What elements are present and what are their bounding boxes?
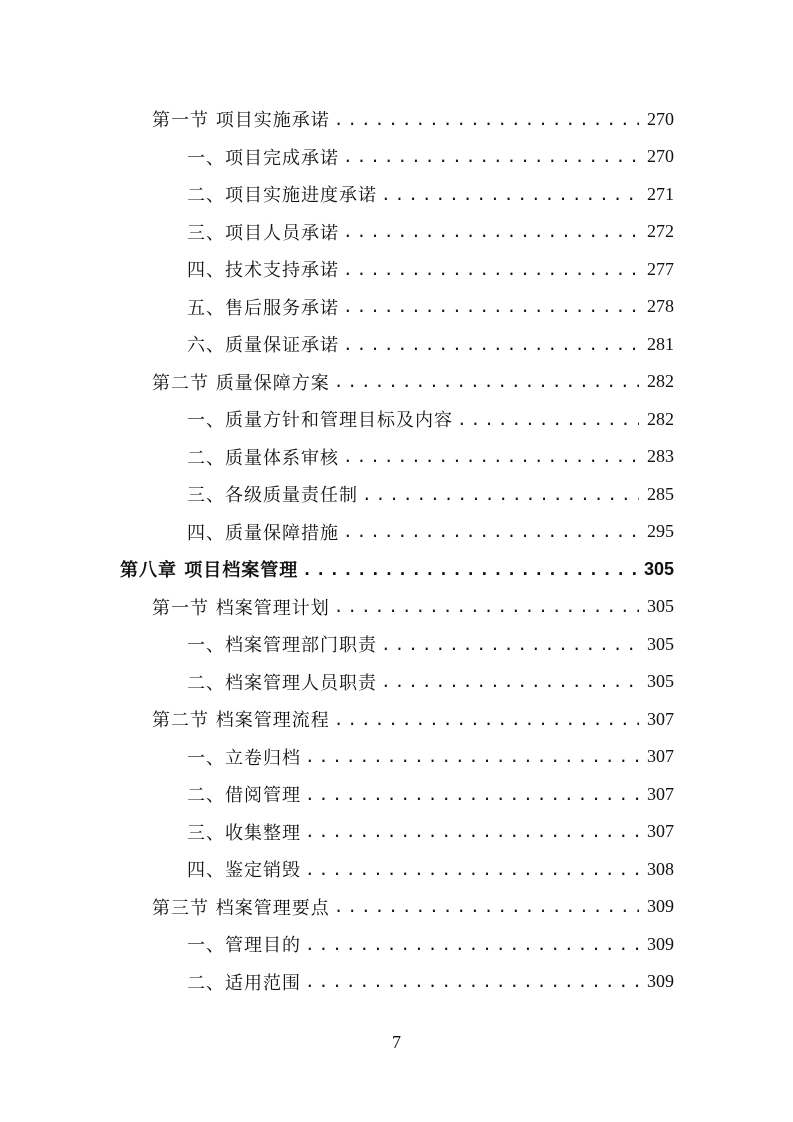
toc-entry[interactable] bbox=[187, 479, 674, 509]
toc-dot-leader bbox=[302, 560, 636, 579]
toc-dot-leader bbox=[334, 597, 639, 616]
toc-entry-title: 四、技术支持承诺 bbox=[187, 260, 339, 281]
toc-entry[interactable] bbox=[187, 779, 674, 809]
toc-entry[interactable] bbox=[187, 217, 674, 247]
toc-dot-leader bbox=[381, 635, 639, 654]
toc-entry-title: 一、项目完成承诺 bbox=[187, 147, 339, 169]
toc-entry[interactable] bbox=[187, 442, 674, 472]
toc-dot-leader bbox=[343, 335, 639, 354]
toc-entry-page: 283 bbox=[647, 446, 674, 466]
toc-dot-leader bbox=[343, 147, 639, 166]
toc-entry[interactable] bbox=[187, 142, 674, 172]
toc-entry-title: 一、管理目的 bbox=[187, 935, 301, 956]
toc-entry-title: 四、质量保障措施 bbox=[187, 522, 339, 544]
toc-dot-leader bbox=[334, 710, 639, 729]
toc-entry-page: 278 bbox=[647, 296, 674, 316]
toc-entry-page: 309 bbox=[647, 971, 674, 991]
toc-dot-leader bbox=[381, 185, 639, 204]
toc-entry[interactable] bbox=[152, 892, 674, 922]
toc-dot-leader bbox=[362, 485, 639, 504]
toc-entry-title: 第一节 档案管理计划 bbox=[152, 597, 330, 619]
toc-entry-page: 281 bbox=[647, 333, 674, 354]
toc-entry-page: 307 bbox=[647, 708, 674, 729]
toc-entry-title: 三、各级质量责任制 bbox=[187, 485, 358, 506]
toc-entry-page: 270 bbox=[647, 108, 674, 129]
toc-dot-leader bbox=[343, 447, 639, 466]
toc-entry-title: 第八章 项目档案管理 bbox=[120, 560, 299, 581]
toc-entry-title: 三、收集整理 bbox=[187, 822, 301, 844]
toc-entry[interactable] bbox=[187, 254, 674, 284]
toc-dot-leader bbox=[305, 785, 639, 804]
toc-entry[interactable] bbox=[187, 967, 674, 997]
toc-dot-leader bbox=[305, 972, 639, 991]
toc-entry-title: 一、质量方针和管理目标及内容 bbox=[187, 410, 453, 431]
toc-entry-page: 305 bbox=[643, 558, 674, 579]
toc-entry-page: 270 bbox=[647, 146, 674, 166]
toc-entry-page: 307 bbox=[647, 783, 674, 804]
toc-dot-leader bbox=[343, 297, 639, 316]
toc-entry-title: 五、售后服务承诺 bbox=[187, 297, 339, 319]
toc-entry-page: 305 bbox=[647, 633, 674, 654]
toc-entry-page: 309 bbox=[647, 933, 674, 954]
toc-entry-title: 三、项目人员承诺 bbox=[187, 222, 339, 244]
toc-entry-title: 四、鉴定销毁 bbox=[187, 860, 301, 881]
toc-dot-leader bbox=[305, 935, 639, 954]
toc-entry[interactable] bbox=[152, 704, 674, 734]
toc-entry[interactable] bbox=[187, 817, 674, 847]
toc-entry-page: 295 bbox=[647, 521, 674, 541]
toc-entry-title: 第一节 项目实施承诺 bbox=[152, 110, 330, 131]
toc-entry-page: 282 bbox=[647, 371, 674, 391]
toc-dot-leader bbox=[343, 260, 639, 279]
toc-entry[interactable] bbox=[187, 329, 674, 359]
toc-entry-page: 285 bbox=[647, 483, 674, 504]
toc-dot-leader bbox=[343, 522, 639, 541]
toc-entry-title: 一、档案管理部门职责 bbox=[187, 635, 377, 656]
toc-dot-leader bbox=[334, 897, 639, 916]
toc-entry[interactable] bbox=[152, 104, 674, 134]
toc-entry-title: 第二节 质量保障方案 bbox=[152, 372, 330, 394]
toc-entry[interactable] bbox=[187, 404, 674, 434]
toc-entry-title: 二、档案管理人员职责 bbox=[187, 672, 377, 694]
toc-entry[interactable] bbox=[187, 929, 674, 959]
toc-entry-title: 二、项目实施进度承诺 bbox=[187, 185, 377, 206]
toc-dot-leader bbox=[334, 110, 639, 129]
toc-entry-title: 第二节 档案管理流程 bbox=[152, 710, 330, 731]
toc-entry-title: 二、借阅管理 bbox=[187, 785, 301, 806]
toc-entry-title: 六、质量保证承诺 bbox=[187, 335, 339, 356]
toc-entry[interactable] bbox=[187, 854, 674, 884]
toc-entry-page: 307 bbox=[647, 821, 674, 841]
toc-dot-leader bbox=[343, 222, 639, 241]
toc-dot-leader bbox=[305, 747, 639, 766]
toc-entry[interactable] bbox=[187, 179, 674, 209]
toc-entry[interactable] bbox=[187, 742, 674, 772]
toc-dot-leader bbox=[334, 372, 639, 391]
toc-entry-title: 二、适用范围 bbox=[187, 972, 301, 994]
toc-entry-page: 309 bbox=[647, 896, 674, 916]
toc-entry-page: 307 bbox=[647, 746, 674, 766]
page-number: 7 bbox=[392, 1032, 401, 1052]
toc-dot-leader bbox=[305, 860, 639, 879]
toc-dot-leader bbox=[457, 410, 639, 429]
toc-entry-title: 二、质量体系审核 bbox=[187, 447, 339, 469]
toc-entry-page: 277 bbox=[647, 258, 674, 279]
toc-entry-title: 第三节 档案管理要点 bbox=[152, 897, 330, 919]
toc-entry[interactable] bbox=[152, 367, 674, 397]
toc-dot-leader bbox=[381, 672, 639, 691]
toc-entry[interactable] bbox=[187, 292, 674, 322]
toc-entry[interactable] bbox=[120, 554, 674, 584]
toc-entry[interactable] bbox=[187, 667, 674, 697]
toc-entry-page: 271 bbox=[647, 183, 674, 204]
toc-entry[interactable] bbox=[187, 629, 674, 659]
toc-entry-page: 272 bbox=[647, 221, 674, 241]
toc-entry-page: 305 bbox=[647, 596, 674, 616]
toc-dot-leader bbox=[305, 822, 639, 841]
toc-entry[interactable] bbox=[152, 592, 674, 622]
toc-entry-page: 282 bbox=[647, 408, 674, 429]
toc-entry-page: 308 bbox=[647, 858, 674, 879]
toc-entry-page: 305 bbox=[647, 671, 674, 691]
toc-entry-title: 一、立卷归档 bbox=[187, 747, 301, 769]
toc-entry[interactable] bbox=[187, 517, 674, 547]
